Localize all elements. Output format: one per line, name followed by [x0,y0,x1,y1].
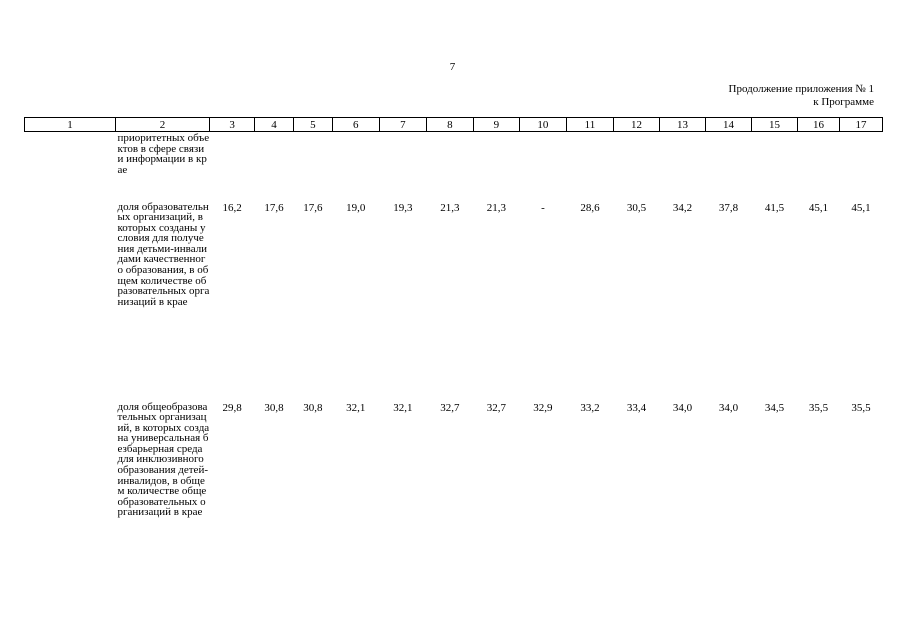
indicator-value: 33,4 [626,401,647,414]
column-header: 14 [705,118,751,132]
indicator-value [332,132,379,202]
indicator-value: 32,1 [346,401,366,414]
indicator-value: 30,8 [264,401,284,414]
column-header: 5 [293,118,332,132]
indicator-value: 21,3 [486,201,506,214]
column-header: 17 [839,118,882,132]
indicator-value: 17,6 [303,201,323,214]
indicator-value [752,132,798,202]
indicator-value [293,132,332,202]
indicator-value [473,132,519,202]
indicator-value [255,132,294,202]
indicator-value: 35,5 [851,401,871,414]
indicator-value: 28,6 [580,201,600,214]
column-header: 11 [566,118,613,132]
column-header: 8 [426,118,473,132]
table-row [25,132,883,202]
indicator-value: 32,7 [486,401,506,414]
indicator-label: доля образовательных организаций, в которых созданы условия для получения детьми-инвалидами качественного образования, в общем количестве образовательных организаций в крае [117,200,210,308]
indicator-value: 16,2 [222,201,242,214]
table-row [25,202,883,402]
indicator-value [705,132,751,202]
indicator-value: 33,2 [580,401,600,414]
indicator-value: - [541,201,545,214]
appendix-line-2: к Программе [813,96,874,108]
indicator-value: 19,0 [346,201,366,214]
indicator-value: 45,1 [851,201,871,214]
indicator-value: 17,6 [264,201,284,214]
indicator-value [798,132,840,202]
indicator-value: 30,5 [626,201,647,214]
column-header: 1 [25,118,116,132]
column-number-header-row [25,118,883,132]
indicator-value: 32,1 [393,401,413,414]
column-header: 9 [473,118,519,132]
column-header: 16 [798,118,840,132]
indicator-value [566,132,613,202]
indicator-value: 45,1 [808,201,829,214]
column-header: 15 [752,118,798,132]
indicator-value: 32,9 [533,401,553,414]
indicator-value: 34,0 [672,401,693,414]
column-header: 3 [210,118,255,132]
appendix-reference [729,83,874,109]
indicator-value: 41,5 [764,201,785,214]
indicator-value: 30,8 [303,401,323,414]
indicator-value [379,132,426,202]
appendix-line-1: Продолжение приложения № 1 [728,83,874,95]
indicator-value: 21,3 [440,201,460,214]
indicator-value [426,132,473,202]
indicators-table [24,117,883,622]
column-header: 12 [613,118,659,132]
indicator-value: 34,5 [764,401,785,414]
column-header: 10 [519,118,566,132]
column-header: 13 [659,118,705,132]
indicator-value: 34,0 [718,401,739,414]
indicator-value: 34,2 [672,201,693,214]
indicator-value: 37,8 [718,201,739,214]
indicator-value: 29,8 [222,401,242,414]
column-header: 6 [332,118,379,132]
indicator-value [519,132,566,202]
indicator-value [613,132,659,202]
column-header: 4 [255,118,294,132]
indicator-label: доля общеобразовательных организаций, в которых создана универсальная безбарьерная среда для инклюзивного образования детей-инвалидов, в общем количестве общеобразовательных организаций в крае [117,400,210,519]
indicator-label: приоритетных объектов в сфере связи и информации в крае [117,132,210,176]
indicator-value: 35,5 [808,401,829,414]
column-header: 2 [116,118,210,132]
indicator-value: 19,3 [393,201,413,214]
table-row [25,402,883,622]
column-header: 7 [379,118,426,132]
page-number: 7 [449,61,456,73]
indicator-value: 32,7 [440,401,460,414]
indicator-value [210,132,255,202]
indicator-value [839,132,882,202]
indicator-value [659,132,705,202]
